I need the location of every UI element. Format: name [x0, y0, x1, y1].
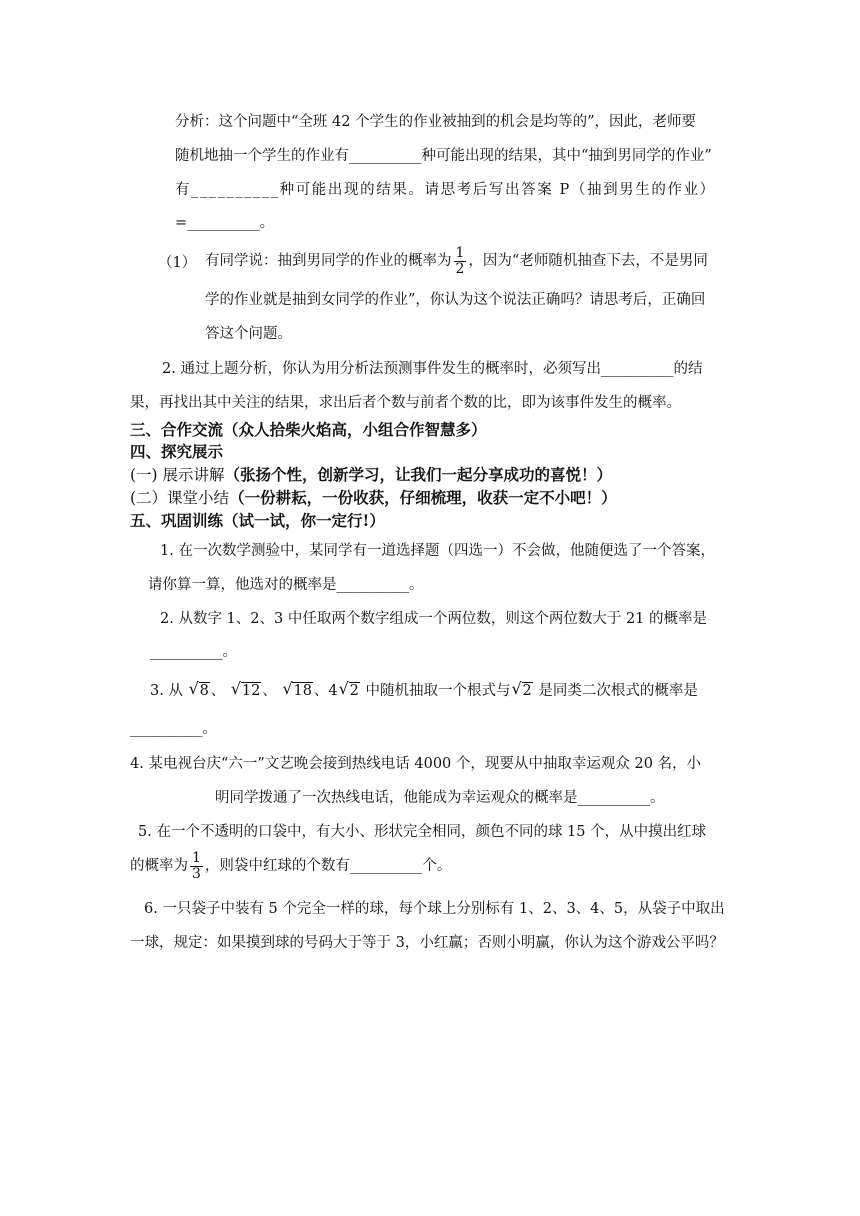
fraction-one-third — [190, 851, 203, 882]
section-4-2-heading — [130, 488, 617, 508]
practice-2-line-2: __________。 — [150, 644, 237, 660]
practice-5-line-2 — [130, 848, 451, 884]
practice-6-line-2: 一球，规定：如果摸到球的号码大于等于 3，小红赢；否则小明赢，你认为这个游戏公平吗？ — [130, 935, 724, 951]
section-4-1-title: (一) 展示讲解 — [130, 466, 225, 484]
analysis-line-1: 分析：这个问题中“全班 42 个学生的作业被抽到的机会是均等的”，因此，老师要 — [175, 114, 696, 130]
sqrt-12: √ 12 — [230, 679, 261, 699]
practice-3-prefix: 3. 从 — [150, 683, 183, 699]
question-1-text-before: 有同学说：抽到男同学的作业的概率为 — [205, 253, 452, 269]
practice-1-line-1: 1. 在一次数学测验中，某同学有一道选择题（四选一）不会做，他随便选了一个答案， — [160, 543, 715, 559]
section-4-1-slogan: （张扬个性，创新学习，让我们一起分享成功的喜悦！） — [224, 465, 613, 484]
practice-3-end: 是同类二次根式的概率是 — [538, 683, 698, 699]
question-1-line-2: 学的作业就是抽到女同学的作业”，你认为这个说法正确吗？请思考后，正确回 — [205, 292, 706, 308]
section-5-heading — [130, 511, 385, 531]
radical-icon: √ — [338, 679, 349, 698]
sqrt-2-second: √ 2 — [511, 679, 532, 699]
fraction-denominator: 2 — [455, 260, 465, 277]
practice-3-line-1: 3. 从 √ 8 、 √ 12 、 √ 18 、4 √ 2 中随机抽取一个根式与 √ 2 是同类二次根式的概率是 — [150, 679, 698, 699]
sqrt-8: √ 8 — [188, 679, 209, 699]
question-1-line-3: 答这个问题。 — [205, 326, 292, 342]
fraction-denominator: 3 — [192, 865, 201, 882]
practice-5-line-1: 5. 在一个不透明的口袋中，有大小、形状完全相同，颜色不同的球 15 个，从中摸出红球 — [138, 824, 707, 840]
practice-5-text-before: 的概率为 — [130, 858, 188, 874]
section-4-2-slogan: （一份耕耘，一份收获，仔细梳理，收获一定不小吧！） — [229, 488, 617, 507]
radical-icon: √ — [511, 679, 522, 698]
practice-2-line-1: 2. 从数字 1、2、3 中任取两个数字组成一个两位数，则这个两位数大于 21 的概率是 — [160, 611, 708, 627]
question-1-line-1 — [205, 243, 708, 279]
sqrt-2-first: √ 2 — [338, 679, 359, 699]
practice-4-line-2: 明同学拨通了一次热线电话，他能成为幸运观众的概率是__________。 — [215, 790, 665, 806]
section-5-title: 五、巩固训练 — [130, 511, 224, 530]
practice-6-line-1: 6. 一只袋子中装有 5 个完全一样的球，每个球上分别标有 1、2、3、4、5，从袋子中取出 — [144, 901, 725, 917]
practice-3-middle: 中随机抽取一个根式与 — [365, 683, 511, 699]
practice-4-line-1: 4. 某电视台庆“六一”文艺晚会接到热线电话 4000 个，现要从中抽取幸运观众 20 名，小 — [130, 756, 702, 772]
fraction-numerator: 1 — [192, 849, 201, 866]
section-4-title: 四、探究展示 — [130, 442, 224, 461]
question-1-text-after: ，因为“老师随机抽查下去，不是男同 — [468, 253, 708, 269]
section-4-heading — [130, 442, 223, 462]
fraction-numerator: 1 — [455, 244, 465, 261]
practice-1-line-2: 请你算一算，他选对的概率是__________。 — [148, 577, 424, 593]
radical-icon: √ — [188, 679, 199, 698]
analysis-line-2: 随机地抽一个学生的作业有__________种可能出现的结果，其中“抽到男同学的作业” — [175, 148, 712, 164]
section-3-title: 三、合作交流 — [130, 420, 224, 439]
section-4-1-heading — [130, 465, 612, 485]
sqrt-18: √ 18 — [282, 679, 312, 699]
practice-5-text-after: ，则袋中红球的个数有__________个。 — [204, 858, 452, 874]
analysis-line-3: 有__________种可能出现的结果。请思考后写出答案 P（抽到男生的作业） — [175, 182, 716, 198]
analysis-line-4: =__________。 — [175, 215, 275, 231]
question-2-line-1: 2. 通过上题分析，你认为用分析法预测事件发生的概率时，必须写出__________的结 — [162, 361, 703, 377]
radical-icon: √ — [282, 679, 293, 698]
section-3-heading — [130, 420, 487, 440]
section-5-slogan: （试一试，你一定行!） — [223, 511, 385, 530]
practice-3-line-2: __________。 — [130, 721, 217, 737]
question-2-line-2: 果，再找出其中关注的结果，求出后者个数与前者个数的比，即为该事件发生的概率。 — [130, 395, 681, 411]
fraction-one-half — [454, 246, 467, 277]
section-3-slogan: （众人拾柴火焰高，小组合作智慧多） — [223, 420, 487, 439]
question-1-label: （1） — [158, 255, 197, 271]
section-4-2-title: (二）课堂小结 — [130, 489, 230, 507]
radical-icon: √ — [230, 679, 242, 698]
